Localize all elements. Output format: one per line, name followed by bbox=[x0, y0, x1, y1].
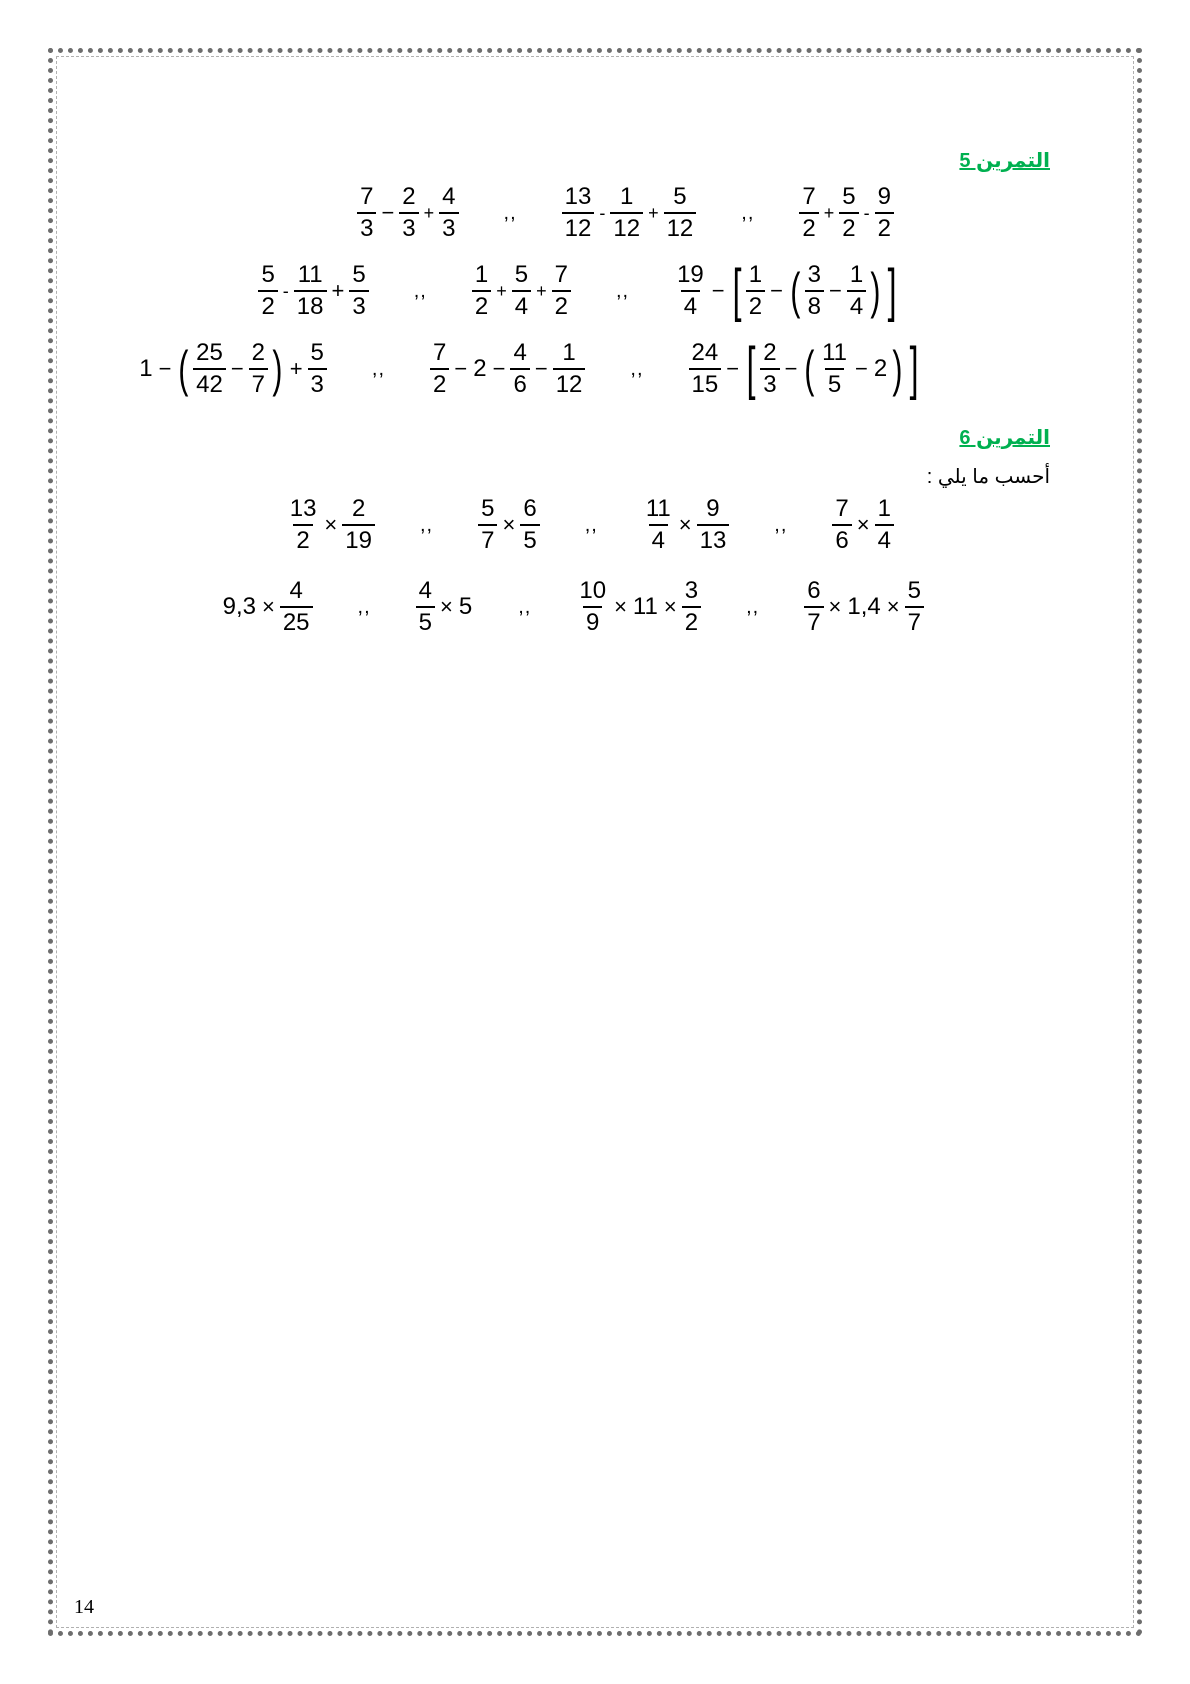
operator: × bbox=[614, 594, 627, 619]
fraction-denominator: 7 bbox=[249, 368, 268, 398]
operator: − bbox=[711, 278, 725, 303]
fraction bbox=[249, 340, 268, 398]
fraction-denominator: 4 bbox=[649, 524, 668, 554]
operator: + bbox=[496, 280, 507, 301]
fraction bbox=[664, 184, 697, 242]
math-expression bbox=[575, 578, 702, 636]
separator-mark: ,, bbox=[413, 279, 427, 302]
math-expression bbox=[257, 262, 369, 320]
fraction-denominator: 2 bbox=[552, 290, 571, 320]
fraction bbox=[342, 496, 375, 554]
fraction-denominator: 42 bbox=[193, 368, 226, 398]
exercise-5-title: التمرين 5 bbox=[959, 150, 1050, 172]
math-expression bbox=[798, 184, 895, 242]
fraction-denominator: 4 bbox=[681, 290, 700, 320]
fraction bbox=[847, 262, 866, 320]
fraction-numerator: 11 bbox=[645, 495, 671, 522]
fraction-denominator: 3 bbox=[308, 368, 327, 398]
math-expression bbox=[137, 340, 328, 398]
fraction-numerator: 4 bbox=[513, 339, 527, 366]
fraction-numerator: 7 bbox=[360, 183, 374, 210]
fraction-numerator: 13 bbox=[564, 183, 592, 210]
fraction bbox=[472, 262, 491, 320]
fraction-denominator: 2 bbox=[799, 212, 818, 242]
exercise-6-title: التمرين 6 bbox=[959, 427, 1050, 449]
separator-mark: ,, bbox=[630, 357, 644, 380]
number: 11 bbox=[632, 593, 658, 620]
fraction-numerator: 7 bbox=[554, 261, 568, 288]
fraction-denominator: 13 bbox=[697, 524, 730, 554]
fraction bbox=[258, 262, 277, 320]
exercise-6-row-1 bbox=[286, 496, 895, 554]
math-expression bbox=[356, 184, 459, 242]
number: 9,3 bbox=[222, 593, 256, 620]
fraction-numerator: 9 bbox=[706, 495, 720, 522]
fraction-denominator: 3 bbox=[349, 290, 368, 320]
number: 2 bbox=[473, 355, 487, 382]
operator: + bbox=[289, 356, 303, 381]
separator-mark: ,, bbox=[615, 279, 630, 302]
math-expression bbox=[415, 578, 475, 636]
parenthesis: ) bbox=[892, 341, 903, 397]
fraction-denominator: 25 bbox=[280, 606, 313, 636]
bracket: [ bbox=[746, 336, 756, 401]
fraction bbox=[520, 496, 539, 554]
fraction bbox=[287, 496, 320, 554]
fraction-denominator: 2 bbox=[472, 290, 491, 320]
fraction bbox=[193, 340, 226, 398]
fraction-denominator: 4 bbox=[847, 290, 866, 320]
separator-mark: ,, bbox=[419, 513, 434, 536]
fraction-numerator: 25 bbox=[196, 339, 223, 366]
fraction bbox=[674, 262, 707, 320]
fraction-numerator: 2 bbox=[351, 495, 366, 522]
math-expression bbox=[688, 336, 922, 401]
fraction bbox=[357, 184, 376, 242]
fraction-denominator: 6 bbox=[510, 368, 529, 398]
fraction-denominator: 2 bbox=[682, 606, 701, 636]
fraction bbox=[610, 184, 643, 242]
fraction-denominator: 5 bbox=[520, 524, 539, 554]
operator: × bbox=[828, 594, 842, 619]
fraction bbox=[552, 262, 571, 320]
fraction-numerator: 5 bbox=[907, 577, 921, 604]
fraction-numerator: 5 bbox=[261, 261, 275, 288]
fraction bbox=[576, 578, 609, 636]
fraction-numerator: 7 bbox=[433, 339, 447, 366]
fraction-denominator: 6 bbox=[832, 524, 851, 554]
fraction-numerator: 3 bbox=[684, 577, 699, 604]
bracket: ] bbox=[887, 258, 897, 323]
fraction-denominator: 12 bbox=[664, 212, 697, 242]
number: 5 bbox=[458, 593, 473, 620]
operator: - bbox=[863, 202, 870, 223]
number: 1,4 bbox=[847, 593, 881, 620]
math-expression bbox=[221, 578, 314, 636]
fraction-denominator: 3 bbox=[760, 368, 779, 398]
fraction-numerator: 13 bbox=[289, 495, 317, 522]
math-expression bbox=[429, 340, 586, 398]
exercise-5-row-2 bbox=[257, 258, 900, 323]
parenthesis: ( bbox=[804, 341, 815, 397]
fraction bbox=[682, 578, 701, 636]
fraction-numerator: 5 bbox=[352, 261, 366, 288]
operator: + bbox=[648, 202, 659, 223]
fraction bbox=[760, 340, 779, 398]
fraction-numerator: 4 bbox=[442, 183, 456, 210]
operator: − bbox=[855, 356, 868, 381]
fraction-denominator: 2 bbox=[746, 290, 765, 320]
operator: × bbox=[886, 594, 900, 619]
fraction-numerator: 5 bbox=[673, 183, 687, 210]
fraction bbox=[643, 496, 674, 554]
fraction-denominator: 15 bbox=[689, 368, 722, 398]
fraction bbox=[875, 184, 894, 242]
fraction bbox=[562, 184, 595, 242]
fraction bbox=[799, 184, 818, 242]
fraction bbox=[832, 496, 851, 554]
fraction bbox=[308, 340, 327, 398]
fraction-denominator: 2 bbox=[875, 212, 894, 242]
operator: − bbox=[158, 356, 172, 381]
fraction-numerator: 2 bbox=[251, 339, 266, 366]
bracket: ] bbox=[909, 336, 919, 401]
fraction-numerator: 2 bbox=[402, 183, 416, 210]
fraction bbox=[839, 184, 858, 242]
operator: - bbox=[282, 280, 289, 301]
math-expression bbox=[803, 578, 925, 636]
fraction-denominator: 7 bbox=[905, 606, 924, 636]
fraction-numerator: 24 bbox=[691, 339, 719, 366]
fraction-denominator: 2 bbox=[293, 524, 312, 554]
fraction bbox=[399, 184, 418, 242]
fraction-denominator: 3 bbox=[439, 212, 458, 242]
fraction-numerator: 10 bbox=[579, 577, 607, 604]
fraction-numerator: 11 bbox=[822, 339, 847, 366]
fraction-numerator: 3 bbox=[807, 261, 821, 288]
operator: − bbox=[454, 356, 468, 381]
operator: − bbox=[492, 356, 506, 381]
fraction bbox=[819, 340, 850, 398]
operator: − bbox=[784, 356, 798, 381]
fraction-numerator: 1 bbox=[877, 495, 891, 522]
fraction-denominator: 8 bbox=[805, 290, 824, 320]
fraction bbox=[416, 578, 435, 636]
fraction-denominator: 18 bbox=[294, 290, 327, 320]
parenthesis: ( bbox=[790, 263, 801, 319]
operator: − bbox=[770, 278, 783, 303]
fraction-denominator: 3 bbox=[399, 212, 418, 242]
separator-mark: ,, bbox=[741, 201, 755, 224]
math-expression bbox=[831, 496, 895, 554]
fraction-numerator: 1 bbox=[474, 261, 489, 288]
fraction-denominator: 4 bbox=[512, 290, 531, 320]
fraction-numerator: 5 bbox=[514, 261, 529, 288]
operator: − bbox=[726, 356, 740, 381]
exercise-5-row-3 bbox=[137, 336, 922, 401]
fraction-denominator: 9 bbox=[583, 606, 602, 636]
fraction bbox=[905, 578, 924, 636]
bracket: [ bbox=[732, 258, 742, 323]
fraction-numerator: 9 bbox=[877, 183, 891, 210]
math-expression bbox=[471, 262, 572, 320]
operator: − bbox=[381, 200, 395, 225]
parenthesis: ) bbox=[272, 341, 283, 397]
fraction-numerator: 1 bbox=[620, 183, 634, 210]
fraction bbox=[512, 262, 531, 320]
fraction-numerator: 4 bbox=[289, 577, 303, 604]
fraction-denominator: 3 bbox=[357, 212, 376, 242]
fraction-denominator: 12 bbox=[610, 212, 643, 242]
operator: × bbox=[324, 512, 338, 537]
operator: × bbox=[856, 512, 870, 537]
fraction-denominator: 7 bbox=[478, 524, 497, 554]
fraction bbox=[478, 496, 497, 554]
math-expression bbox=[673, 258, 900, 323]
math-expression bbox=[642, 496, 730, 554]
parenthesis: ) bbox=[870, 263, 881, 319]
number: 1 bbox=[139, 355, 153, 382]
operator: + bbox=[331, 278, 345, 303]
fraction-numerator: 5 bbox=[310, 339, 324, 366]
separator-mark: ,, bbox=[518, 595, 532, 618]
fraction bbox=[349, 262, 368, 320]
operator: + bbox=[823, 202, 835, 223]
exercise-6-instruction: أحسب ما يلي : bbox=[926, 466, 1050, 488]
fraction-denominator: 2 bbox=[430, 368, 449, 398]
fraction-numerator: 1 bbox=[562, 339, 576, 366]
fraction-numerator: 1 bbox=[849, 261, 864, 288]
fraction-numerator: 7 bbox=[802, 183, 816, 210]
fraction-numerator: 19 bbox=[677, 261, 704, 288]
operator: × bbox=[440, 594, 453, 619]
math-expression bbox=[561, 184, 698, 242]
operator: × bbox=[678, 512, 692, 537]
fraction bbox=[430, 340, 449, 398]
fraction-numerator: 6 bbox=[807, 577, 821, 604]
fraction-denominator: 19 bbox=[342, 524, 375, 554]
separator-mark: ,, bbox=[371, 357, 386, 380]
fraction-numerator: 11 bbox=[297, 261, 323, 288]
fraction-numerator: 5 bbox=[481, 495, 495, 522]
operator: + bbox=[423, 202, 435, 223]
exercise-5-row-1 bbox=[356, 184, 895, 242]
parenthesis: ( bbox=[178, 341, 189, 397]
separator-mark: ,, bbox=[746, 595, 760, 618]
fraction-numerator: 2 bbox=[763, 339, 777, 366]
separator-mark: ,, bbox=[774, 513, 788, 536]
fraction bbox=[553, 340, 586, 398]
fraction bbox=[746, 262, 765, 320]
fraction-numerator: 6 bbox=[523, 495, 537, 522]
fraction-denominator: 12 bbox=[553, 368, 586, 398]
operator: + bbox=[536, 280, 547, 301]
fraction-numerator: 1 bbox=[748, 261, 763, 288]
fraction bbox=[875, 496, 894, 554]
separator-mark: ,, bbox=[357, 595, 371, 618]
fraction-denominator: 5 bbox=[416, 606, 435, 636]
operator: × bbox=[502, 512, 516, 537]
fraction-numerator: 7 bbox=[835, 495, 849, 522]
number: 2 bbox=[873, 355, 888, 382]
fraction bbox=[294, 262, 327, 320]
fraction bbox=[689, 340, 722, 398]
exercise-6-row-2 bbox=[221, 578, 925, 636]
operator: − bbox=[829, 278, 842, 303]
fraction bbox=[805, 262, 824, 320]
operator: − bbox=[230, 356, 244, 381]
fraction-denominator: 5 bbox=[825, 368, 844, 398]
operator: − bbox=[534, 356, 548, 381]
separator-mark: ,, bbox=[584, 513, 598, 536]
operator: × bbox=[261, 594, 275, 619]
fraction-denominator: 2 bbox=[258, 290, 277, 320]
operator: × bbox=[663, 594, 677, 619]
fraction bbox=[804, 578, 823, 636]
fraction-numerator: 5 bbox=[842, 183, 856, 210]
separator-mark: ,, bbox=[503, 201, 517, 224]
fraction bbox=[280, 578, 313, 636]
fraction-numerator: 4 bbox=[418, 577, 433, 604]
operator: - bbox=[599, 202, 606, 223]
page-number: 14 bbox=[74, 1596, 94, 1618]
fraction-denominator: 7 bbox=[804, 606, 823, 636]
fraction bbox=[439, 184, 458, 242]
fraction-denominator: 12 bbox=[562, 212, 595, 242]
math-expression bbox=[286, 496, 376, 554]
math-expression bbox=[477, 496, 541, 554]
fraction bbox=[510, 340, 529, 398]
fraction-denominator: 4 bbox=[875, 524, 894, 554]
fraction-denominator: 2 bbox=[839, 212, 858, 242]
fraction bbox=[697, 496, 730, 554]
